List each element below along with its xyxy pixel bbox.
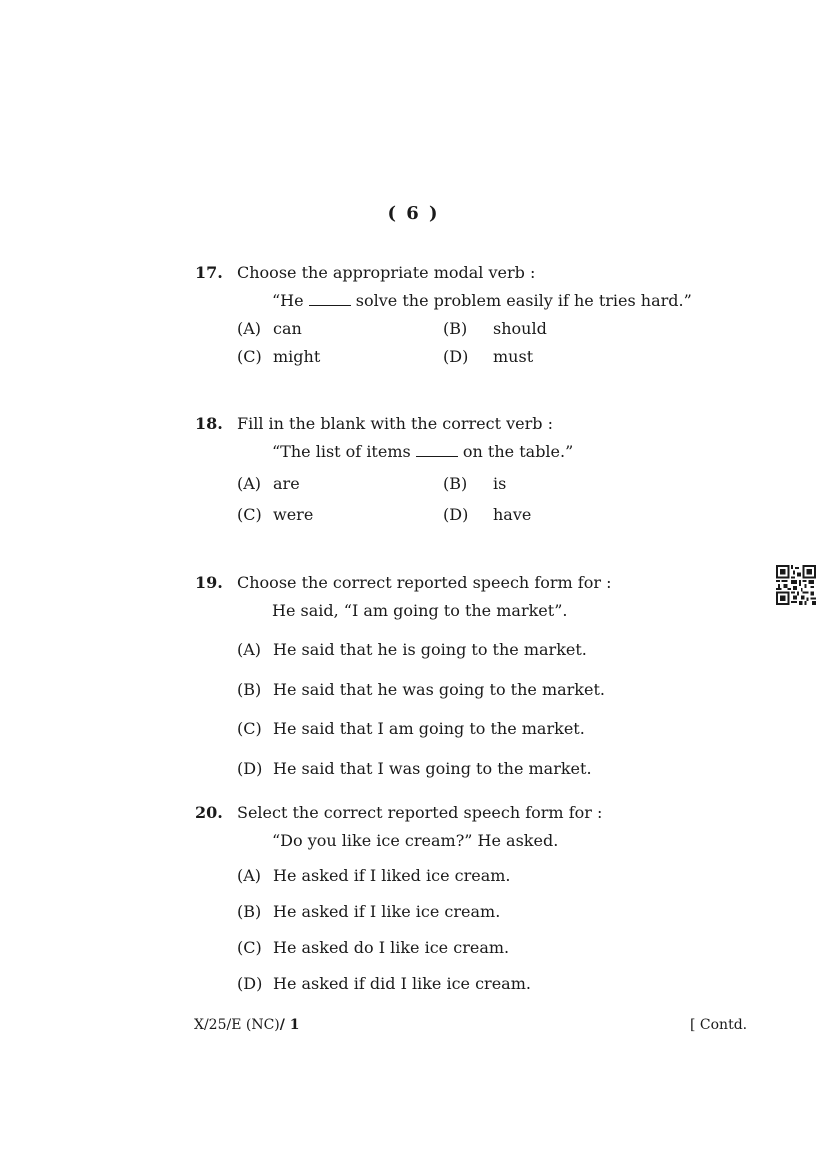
question-quote [272,442,573,461]
option-label: (A) [237,474,262,493]
question-text: Choose the appropriate modal verb : [237,263,536,282]
quote-start: “The list of items [272,442,411,461]
question-text: Fill in the blank with the correct verb : [237,414,553,433]
option-label: (B) [443,319,468,338]
option-label: (C) [237,347,262,366]
question-number: 17. [195,263,223,282]
option-text: might [273,347,321,366]
quote-start: “He [272,291,304,310]
question-quote [272,291,692,310]
option-text: He said that he was going to the market. [273,680,605,699]
paper-code-text: X/25/E (NC) [194,1017,280,1033]
option-text: have [493,505,532,524]
qr-code-icon [776,565,816,605]
option-text: should [493,319,547,338]
option-text: He asked if I liked ice cream. [273,866,511,885]
option-text: He said that I was going to the market. [273,759,592,778]
option-label: (D) [237,974,263,993]
option-text: He asked if I like ice cream. [273,902,501,921]
option-label: (A) [237,319,262,338]
option-label: (A) [237,640,262,659]
option-label: (C) [237,938,262,957]
option-label: (D) [443,347,469,366]
page-number: ( 6 ) [387,203,440,224]
option-text: were [273,505,314,524]
option-text: are [273,474,300,493]
question-text: Choose the correct reported speech form for : [237,573,612,592]
question-text: Select the correct reported speech form for : [237,803,603,822]
quote-end: solve the problem easily if he tries hard.” [355,291,692,310]
paper-code [194,1017,300,1033]
option-text: He said that he is going to the market. [273,640,587,659]
option-text: He asked if did I like ice cream. [273,974,531,993]
option-label: (D) [443,505,469,524]
option-text: must [493,347,534,366]
option-label: (A) [237,866,262,885]
option-label: (C) [237,719,262,738]
question-number: 19. [195,573,223,592]
option-text: He said that I am going to the market. [273,719,585,738]
blank-line [416,443,458,457]
option-label: (D) [237,759,263,778]
option-label: (C) [237,505,262,524]
option-label: (B) [237,902,262,921]
continued-marker: [ Contd. [690,1017,748,1033]
blank-line [309,292,351,306]
question-quote: “Do you like ice cream?” He asked. [272,831,559,850]
question-number: 18. [195,414,223,433]
option-text: can [273,319,302,338]
option-text: He asked do I like ice cream. [273,938,510,957]
paper-code-suffix: / 1 [279,1017,300,1033]
option-text: is [493,474,507,493]
question-number: 20. [195,803,223,822]
option-label: (B) [237,680,262,699]
option-label: (B) [443,474,468,493]
question-quote: He said, “I am going to the market”. [272,601,568,620]
quote-end: on the table.” [462,442,574,461]
